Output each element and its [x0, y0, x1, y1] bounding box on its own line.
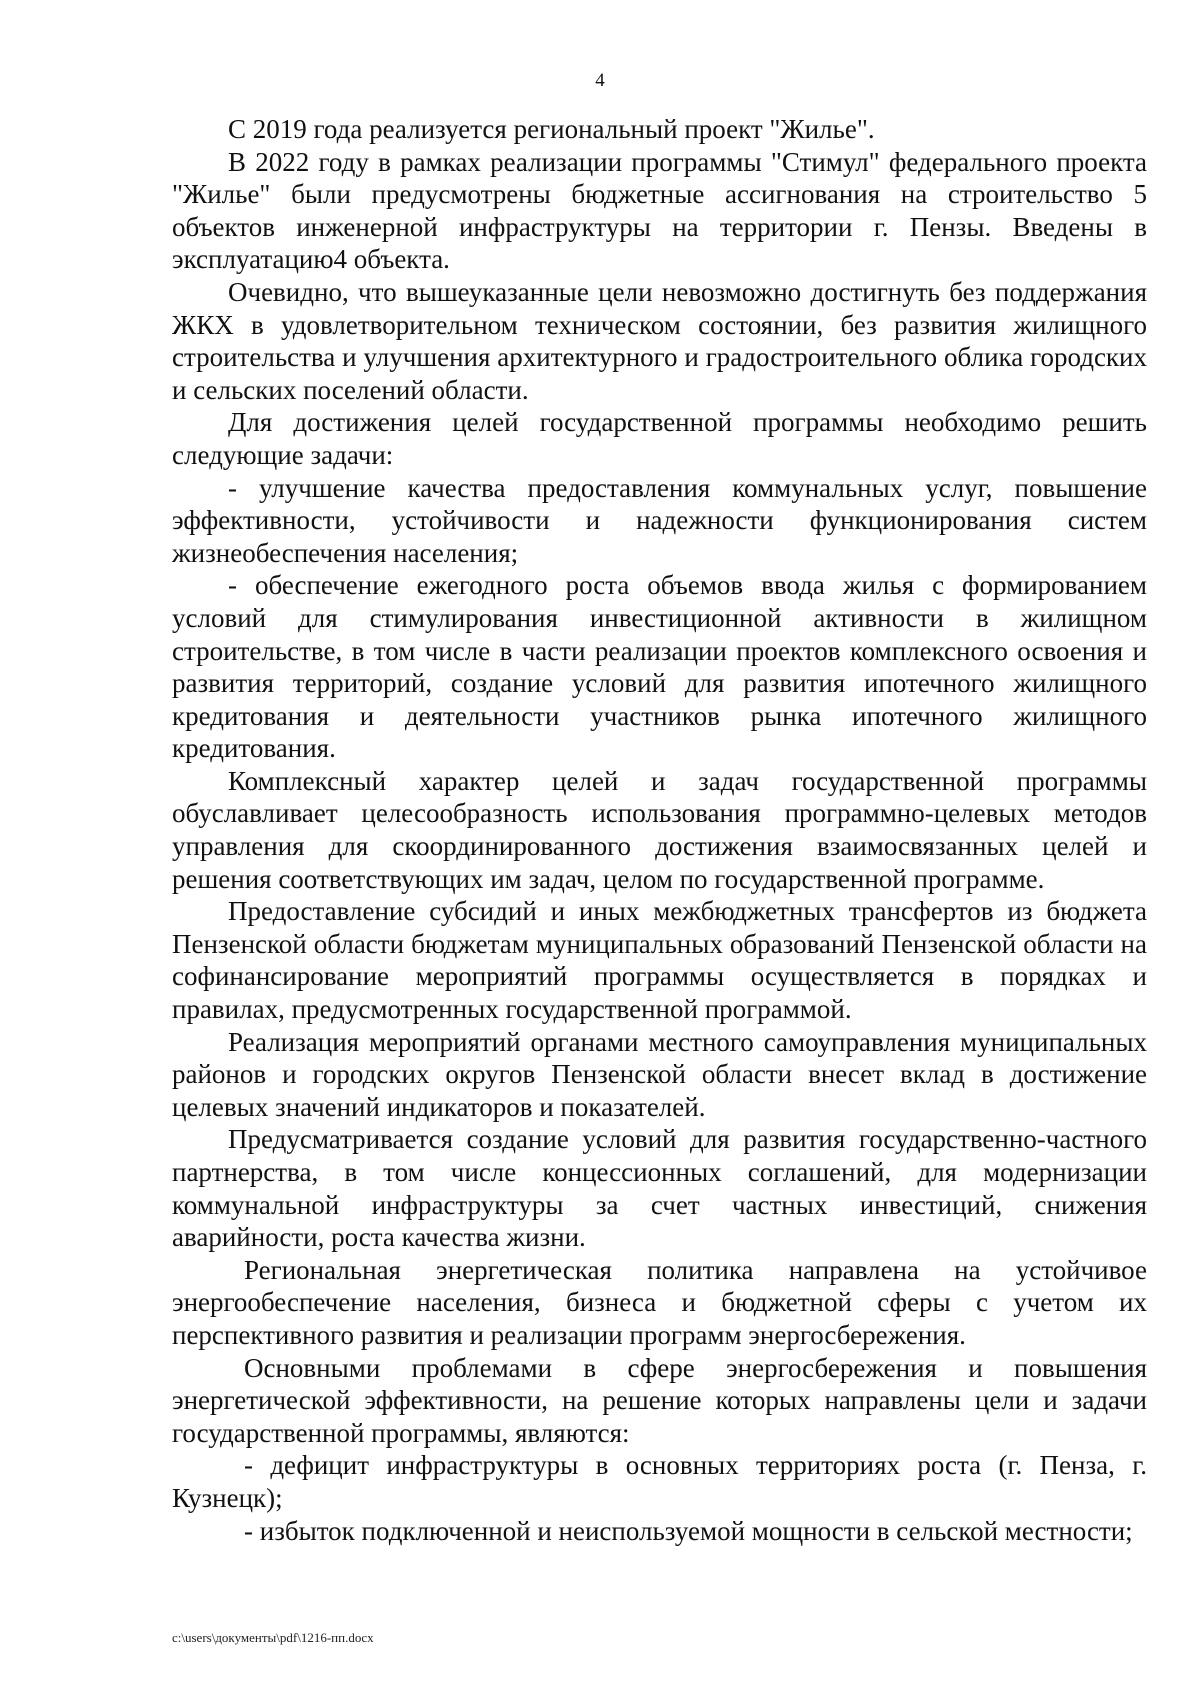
paragraph-subsidies: Предоставление субсидий и иных межбюджетных трансфертов из бюджета Пензенской области бюджетам муниципальных образований Пензенской области на софинансирование мероприятий программы осуществляется в порядках и правилах, предусмотренных государственной программой. [172, 896, 1147, 1025]
paragraph-stimul-program: В 2022 году в рамках реализации программы "Стимул" федерального проекта "Жилье" были предусмотрены бюджетные ассигнования на строительство 5 объектов инженерной инфраструктуры на территории г. Пензы. Введены в эксплуатацию4 объекта. [172, 146, 1147, 275]
paragraph-local-government: Реализация мероприятий органами местного самоуправления муниципальных районов и городских округов Пензенской области внесет вклад в достижение целевых значений индикаторов и показателей. [172, 1026, 1147, 1122]
paragraph-energy-problems: Основными проблемами в сфере энергосбережения и повышения энергетической эффективности, на решение которых направлены цели и задачи государственной программы, являются: [172, 1352, 1147, 1448]
paragraph-goals-context: Очевидно, что вышеуказанные цели невозможно достигнуть без поддержания ЖКХ в удовлетворительном техническом состоянии, без развития жилищного строительства и улучшения архитектурного и градостроительного облика городских и сельских поселений области. [172, 276, 1147, 405]
list-item-infrastructure-deficit: - дефицит инфраструктуры в основных территориях роста (г. Пенза, г. Кузнецк); [172, 1450, 1147, 1513]
list-item-utilities-quality: - улучшение качества предоставления коммунальных услуг, повышение эффективности, устойчивости и надежности функционирования систем жизнеобеспечения населения; [172, 472, 1147, 568]
page-number: 4 [595, 70, 605, 91]
list-item-housing-growth: - обеспечение ежегодного роста объемов ввода жилья с формированием условий для стимулирования инвестиционной активности в жилищном строительстве, в том числе в части реализации проектов комплексного освоения и развития территорий, создание условий для развития ипотечного жилищного кредитования и деятельности участников рынка ипотечного жилищного кредитования. [172, 570, 1147, 764]
document-body [172, 113, 1147, 1547]
footer-file-path: c:\users\документы\pdf\1216-пп.docx [172, 1630, 374, 1645]
list-item-excess-capacity: - избыток подключенной и неиспользуемой мощности в сельской местности; [244, 1515, 1133, 1546]
paragraph-program-methods: Комплексный характер целей и задач государственной программы обуславливает целесообразность использования программно-целевых методов управления для скоординированного достижения взаимосвязанных целей и решения соответствующих им задач, целом по государственной программе. [172, 765, 1147, 894]
paragraph-public-private-partnership: Предусматривается создание условий для развития государственно-частного партнерства, в том числе концессионных соглашений, для модернизации коммунальной инфраструктуры за счет частных инвестиций, снижения аварийности, роста качества жизни. [172, 1124, 1147, 1253]
paragraph-tasks-intro: Для достижения целей государственной программы необходимо решить следующие задачи: [172, 407, 1147, 470]
paragraph-energy-policy: Региональная энергетическая политика направлена на устойчивое энергообеспечение населения, бизнеса и бюджетной сферы с учетом их перспективного развития и реализации программ энергосбережения. [172, 1254, 1147, 1350]
paragraph-zhilye-project: С 2019 года реализуется региональный проект "Жилье". [228, 114, 875, 144]
